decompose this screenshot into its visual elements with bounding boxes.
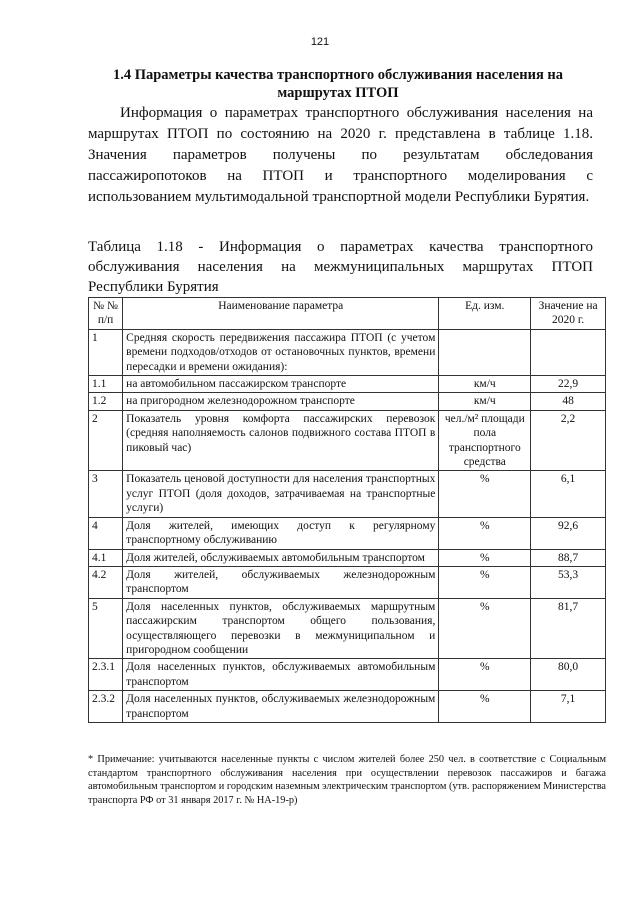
table-header-row bbox=[89, 298, 606, 330]
section-title-line-2: маршрутах ПТОП bbox=[277, 85, 399, 101]
row-unit: % bbox=[439, 517, 531, 549]
row-value bbox=[531, 329, 606, 375]
row-number: 5 bbox=[89, 598, 123, 659]
table-row bbox=[89, 393, 606, 410]
header-unit: Ед. изм. bbox=[439, 298, 531, 330]
section-title-line-1: 1.4 Параметры качества транспортного обслуживания населения на bbox=[112, 67, 564, 83]
row-number: 3 bbox=[89, 471, 123, 517]
header-parameter-name: Наименование параметра bbox=[123, 298, 439, 330]
table-row bbox=[89, 376, 606, 393]
row-parameter-name: на пригородном железнодорожном транспорте bbox=[123, 393, 439, 410]
row-unit: км/ч bbox=[439, 393, 531, 410]
row-number: 2.3.2 bbox=[89, 691, 123, 723]
row-number: 4 bbox=[89, 517, 123, 549]
row-unit: % bbox=[439, 549, 531, 566]
row-number: 1.1 bbox=[89, 376, 123, 393]
table-row bbox=[89, 566, 606, 598]
table-row bbox=[89, 598, 606, 659]
table-row bbox=[89, 410, 606, 471]
row-unit: % bbox=[439, 659, 531, 691]
table-row bbox=[89, 471, 606, 517]
row-number: 1 bbox=[89, 329, 123, 375]
row-parameter-name: Доля жителей, имеющих доступ к регулярному транспортному обслуживанию bbox=[123, 517, 439, 549]
table-caption: Таблица 1.18 - Информация о параметрах качества транспортного обслуживания населения на межмуниципальных маршрутах ПТОП Республики Бурятия bbox=[88, 239, 593, 295]
intro-paragraph: Информация о параметрах транспортного обслуживания населения на маршрутах ПТОП по состоянию на 2020 г. представлена в таблице 1.18. Значения параметров получены по результатам обследования пассажиропотоков на ПТОП и транспортного моделирования с использованием мультимодальной транспортной модели Республики Бурятия. bbox=[88, 105, 593, 205]
row-value: 81,7 bbox=[531, 598, 606, 659]
row-value: 53,3 bbox=[531, 566, 606, 598]
row-unit: % bbox=[439, 598, 531, 659]
row-value: 88,7 bbox=[531, 549, 606, 566]
row-unit: чел./м² площади пола транспортного средства bbox=[439, 410, 531, 471]
row-value: 80,0 bbox=[531, 659, 606, 691]
footnote: * Примечание: учитываются населенные пункты с числом жителей более 250 чел. в соответствие с Социальным стандартом транспортного обслуживания населения при осуществлении перевозок пассажиров и багажа автомобильным транспортом и городским наземным электрическим транспортом (утв. распоряжением Министерства транспорта РФ от 31 января 2017 г. № НА-19-р) bbox=[88, 754, 606, 806]
row-parameter-name: Показатель уровня комфорта пассажирских перевозок (средняя наполняемость салонов подвижного состава ПТОП в пиковый час) bbox=[123, 410, 439, 471]
row-parameter-name: Доля жителей, обслуживаемых автомобильным транспортом bbox=[123, 549, 439, 566]
row-unit bbox=[439, 329, 531, 375]
row-parameter-name: Доля населенных пунктов, обслуживаемых железнодорожным транспортом bbox=[123, 691, 439, 723]
table-row bbox=[89, 691, 606, 723]
row-unit: % bbox=[439, 691, 531, 723]
row-number: 2.3.1 bbox=[89, 659, 123, 691]
row-number: 4.1 bbox=[89, 549, 123, 566]
table-row bbox=[89, 329, 606, 375]
row-value: 22,9 bbox=[531, 376, 606, 393]
row-parameter-name: Доля населенных пунктов, обслуживаемых автомобильным транспортом bbox=[123, 659, 439, 691]
table-row bbox=[89, 517, 606, 549]
row-unit: % bbox=[439, 566, 531, 598]
row-parameter-name: Средняя скорость передвижения пассажира ПТОП (с учетом времени подходов/отходов от остановочных пунктов, времени пересадки и времени ожидания): bbox=[123, 329, 439, 375]
row-parameter-name: Показатель ценовой доступности для населения транспортных услуг ПТОП (доля доходов, затрачиваемая на транспортные услуги) bbox=[123, 471, 439, 517]
row-number: 4.2 bbox=[89, 566, 123, 598]
row-unit: % bbox=[439, 471, 531, 517]
row-number: 1.2 bbox=[89, 393, 123, 410]
row-value: 7,1 bbox=[531, 691, 606, 723]
table-row bbox=[89, 549, 606, 566]
header-value: Значение на 2020 г. bbox=[531, 298, 606, 330]
table-row bbox=[89, 659, 606, 691]
row-value: 92,6 bbox=[531, 517, 606, 549]
row-unit: км/ч bbox=[439, 376, 531, 393]
page-number: 121 bbox=[310, 36, 330, 48]
row-parameter-name: Доля населенных пунктов, обслуживаемых маршрутным пассажирским транспортом общего пользования, осуществляющего перевозки в межмуниципальном и пригородном сообщении bbox=[123, 598, 439, 659]
row-value: 48 bbox=[531, 393, 606, 410]
row-value: 6,1 bbox=[531, 471, 606, 517]
header-number: № № п/п bbox=[89, 298, 123, 330]
section-title bbox=[96, 66, 580, 102]
row-parameter-name: Доля жителей, обслуживаемых железнодорожным транспортом bbox=[123, 566, 439, 598]
row-number: 2 bbox=[89, 410, 123, 471]
parameters-table bbox=[88, 297, 606, 723]
row-parameter-name: на автомобильном пассажирском транспорте bbox=[123, 376, 439, 393]
row-value: 2,2 bbox=[531, 410, 606, 471]
